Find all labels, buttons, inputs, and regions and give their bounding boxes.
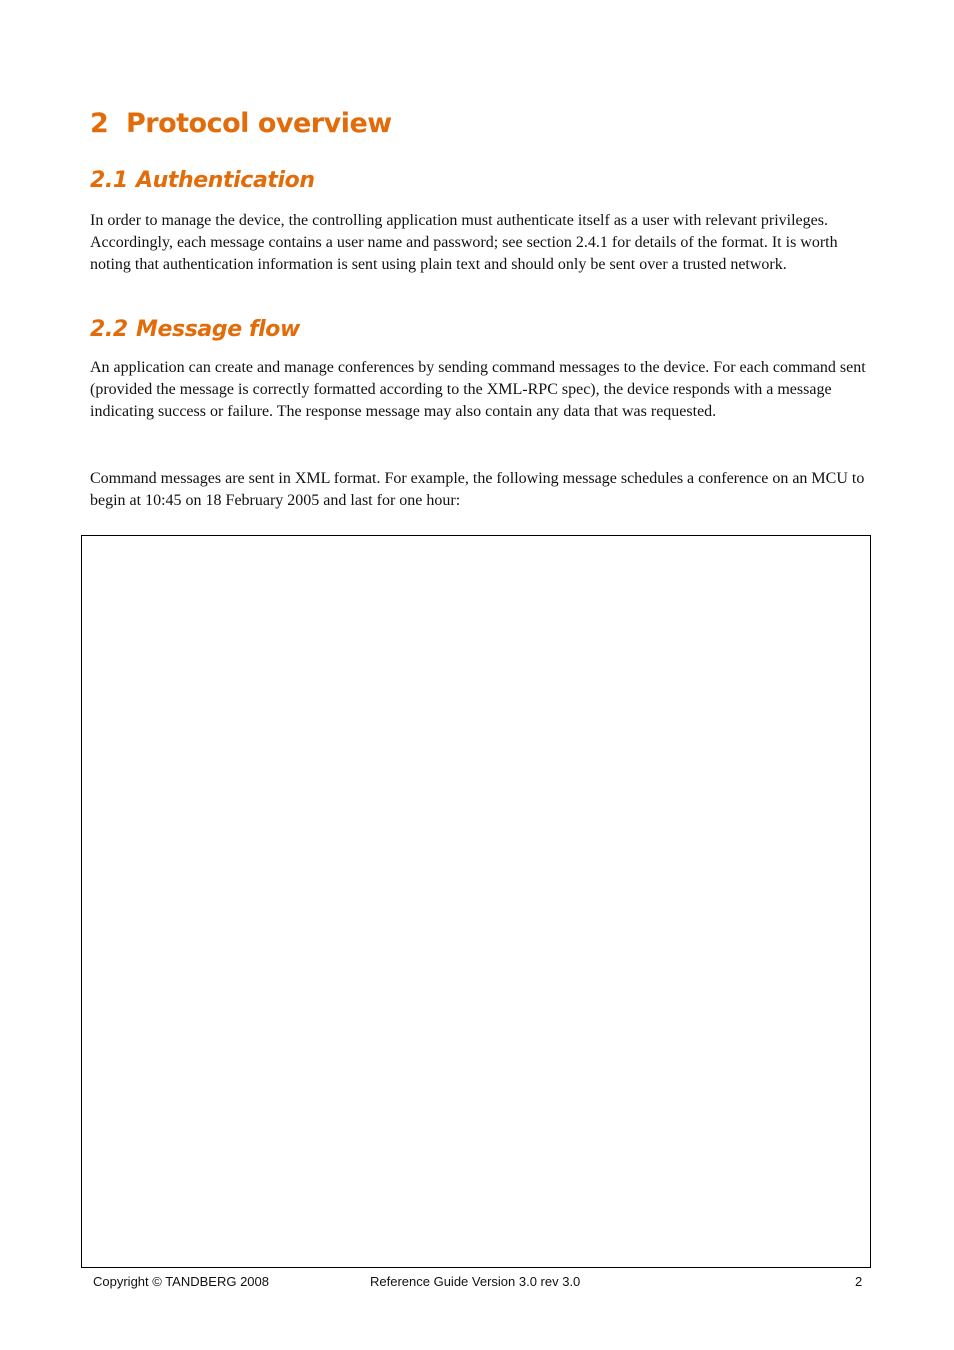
section-title: Protocol overview (126, 108, 392, 139)
command-messages-paragraph: Command messages are sent in XML format. For example, the following message schedules a conference on an MCU to begin at 10:45 on 18 February 2005 and last for one hour: (90, 470, 865, 509)
subsection-title: Authentication (136, 168, 315, 193)
subsection-title: Message flow (136, 317, 300, 342)
subsection-heading-message-flow (90, 317, 300, 342)
footer-page-number: 2 (855, 1274, 863, 1289)
section-heading (90, 108, 392, 139)
subsection-heading-authentication (90, 168, 315, 193)
section-number: 2 (90, 108, 109, 139)
subsection-number: 2.2 (90, 317, 128, 342)
authentication-paragraph: In order to manage the device, the controlling application must authenticate itself as a user with relevant privileges. Accordingly, each message contains a user name and password; see section 2.4.1 for details of the format. It is worth noting that authentication information is sent using plain text and should only be sent over a trusted network. (90, 212, 838, 273)
message-flow-paragraph: An application can create and manage conferences by sending command messages to the device. For each command sent (provided the message is correctly formatted according to the XML-RPC spec), the device responds with a message indicating success or failure. The response message may also contain any data that was requested. (90, 359, 866, 420)
footer-copyright: Copyright © TANDBERG 2008 (93, 1274, 270, 1289)
footer-document-title: Reference Guide Version 3.0 rev 3.0 (370, 1274, 581, 1289)
subsection-number: 2.1 (90, 168, 128, 193)
xml-example-box (81, 535, 871, 1268)
